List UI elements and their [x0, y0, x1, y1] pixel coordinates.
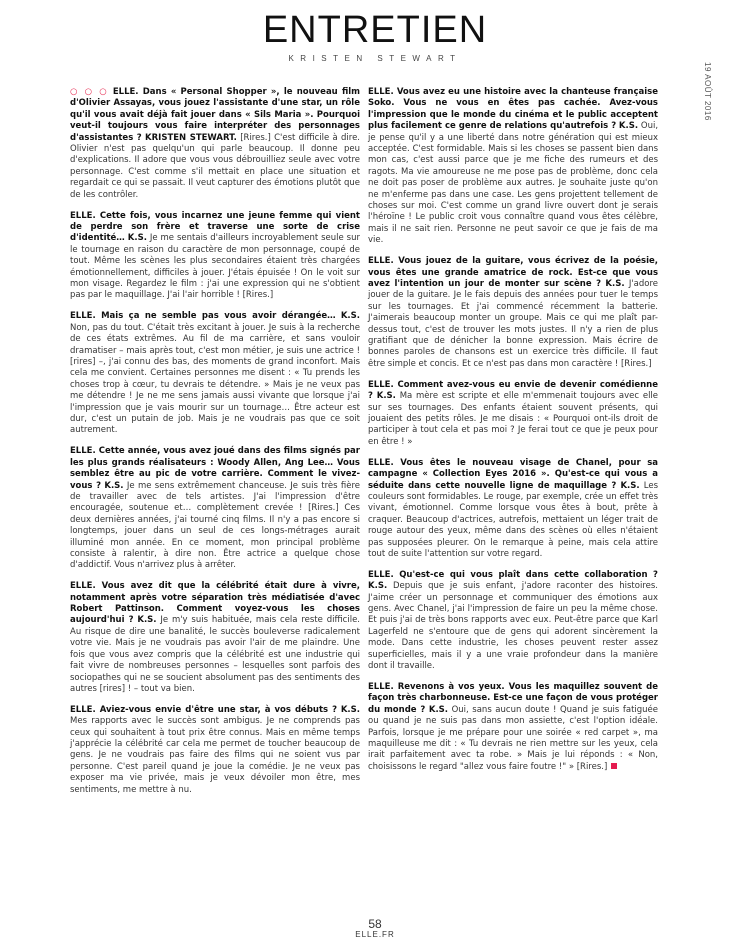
question: ELLE. Comment avez-vous eu envie de devenir comédienne ?: [368, 379, 658, 402]
speaker-label: K.S.: [368, 581, 388, 592]
left-column: [70, 87, 360, 806]
ornament-circles: ○ ○ ○: [70, 87, 109, 97]
qa-block: [368, 87, 658, 247]
answer: Je me sentais d'ailleurs incroyablement seule sur le tournage en raison du caractère de mon personnage, coupé de tout. Même les scènes les plus secondaires étaient très chargées émotionnellement, difficiles à jouer. J'étais épuisée ! On le voit sur mon visage. Regardez le film : j'ai une expression qui ne s'obtient pas par le maquillage. J'ai l'air horrible ! [Rires.]: [70, 233, 360, 301]
answer: Je m'y suis habituée, mais cela reste difficile. Au risque de dire une banalité, le succès bouleverse radicalement votre vie. Mais je ne voudrais pas avoir l'air de me plaindre. Une fois que vous avez compris que la célébrité est une industrie qui fait vivre de nombreuses personnes – lesquelles sont parfois des sociopathes qui ne se soucient absolument pas des sentiments des autres [rires] ! – tout va bien.: [70, 615, 361, 694]
qa-block: [368, 458, 658, 561]
issue-date: 19 AOÛT 2016: [703, 62, 712, 121]
qa-block: [70, 211, 360, 302]
page-title: ENTRETIEN: [262, 9, 488, 51]
question: ELLE. Vous avez dit que la célébrité était dure à vivre, notamment après votre séparation très médiatisée d'avec Robert Pattinson. Comment voyez-vous les choses aujourd'hui ?: [70, 581, 360, 626]
question: ELLE. Aviez-vous envie d'être une star, à vos débuts ?: [70, 704, 338, 715]
qa-block: [368, 256, 658, 370]
question: ELLE. Cette fois, vous incarnez une jeune femme qui vient de perdre son frère et traverse une sorte de crise d'identité…: [70, 210, 360, 244]
question: ELLE. Revenons à vos yeux. Vous les maquillez souvent de façon très charbonneuse. Est-ce une façon de vous protéger du monde ?: [368, 682, 658, 715]
speaker-label: KRISTEN STEWART.: [145, 132, 237, 143]
answer: Oui, je pense qu'il y a une liberté dans notre génération qui est mieux acceptée. C'est formidable. Mais si les choses se passent bien dans mon cas, c'est aussi parce que je me fiche des rumeurs et des ragots. Ma vie amoureuse ne me pose pas de problème, donc cela ne doit pas poser de problème aux autres. Je souhaite juste qu'on ne m'enferme pas dans une case. Les gens projettent tellement de choses sur moi. C'est comme un grand livre ouvert dont je serais l'héroïne ! Le public croit vous connaître quand vous êtes célèbre, mais il ne sait rien. Personne ne peut savoir ce que je fais de ma vie.: [368, 121, 659, 246]
qa-block: [368, 682, 658, 773]
question: ELLE. Dans « Personal Shopper », le nouveau film d'Olivier Assayas, vous jouez l'assistante d'une star, un rôle qu'il vous avait déjà fait jouer dans « Sils Maria ». Pourquoi veut-il toujours vous faire interpréter des personnages d'assistantes ?: [70, 87, 361, 143]
page-number: 58: [368, 917, 382, 931]
answer: Mes rapports avec le succès sont ambigus. Je ne comprends pas ceux qui souhaitent à tout prix être connus. Mais en même temps j'apprécie la célébrité car cela me permet de toucher beaucoup de gens. Je ne voudrais pas faire des films qui ne soient vus par personne. C'est pareil quand je joue la comédie. Je ne veux pas exposer ma vie privée, mais je veux dévoiler mon être, mes sentiments, me mettre à nu.: [70, 716, 360, 795]
answer: Je me sens extrêmement chanceuse. Je suis très fière de travailler avec de tels artistes. J'ai l'impression d'être encouragée, soutenue et… complètement crevée ! [Rires.] Ces deux dernières années, j'ai tourné cinq films. Il n'y a pas encore si longtemps, jouer dans un seul de ces longs-métrages aurait illuminé mon année. En ce moment, mon principal problème consiste à ralentir, à dire non. Être actrice a quelque chose d'addictif. Vous n'arrivez plus à arrêter.: [70, 480, 361, 571]
brand-logo: ELLE.FR: [355, 930, 395, 939]
right-column: [368, 87, 658, 783]
qa-block: [368, 570, 658, 673]
qa-block: [70, 446, 360, 571]
question: ELLE. Vous êtes le nouveau visage de Chanel, pour sa campagne « Collection Eyes 2016 ». Qu'est-ce qui vous a séduite dans cette nouvelle ligne de maquillage ?: [368, 457, 658, 491]
qa-block: [368, 380, 658, 448]
answer: [Rires.] C'est difficile à dire. Olivier n'est pas quelqu'un qui parle beaucoup. Il donne peu d'explications. Il adore que vous vous débrouilliez seule avec votre personnage. C'est comme s'il mettait en place une situation et regardait ce qui se passait. Il veut capturer des émotions plutôt que de les contrôler.: [70, 132, 361, 200]
answer: J'adore jouer de la guitare. Je le fais depuis des années pour tuer le temps sur les tournages. Et j'ai commencé récemment la batterie. J'aimerais beaucoup monter un groupe. Mais ce qui me plaît par-dessus tout, c'est de trouver les mots justes. Il n'y a rien de plus gratifiant que de dénicher la bonne expression. Mais écrire de bonnes paroles de chansons est un exercice très difficile. Il faut être simple et concis. Et ce n'est pas dans mon caractère ! [Rires.]: [368, 279, 659, 369]
answer: Depuis que je suis enfant, j'adore raconter des histoires. J'aime créer un personnage et communiquer des émotions aux gens. Avec Chanel, j'ai l'impression de faire un peu la même chose. Et puis j'ai de très bons rapports avec eux. Peut-être parce que Karl Lagerfeld ne s'entoure que de gens qui adorent sincèrement la mode. Dans cette industrie, les choses peuvent rester assez superficielles, mais il y a une vraie profondeur dans la manière dont il travaille.: [368, 581, 658, 672]
speaker-label: K.S.: [137, 615, 157, 626]
answer: Ma mère est scripte et elle m'emmenait toujours avec elle sur ses tournages. Des enfants étaient souvent présents, qui jouaient des petits rôles. Je me disais : « Pourquoi ont-ils droit de participer à tout cela et pas moi ? Je ferai tout ce que je peux pour en être ! »: [368, 391, 659, 447]
speaker-label: K.S.: [376, 391, 396, 402]
speaker-label: K.S.: [104, 480, 124, 491]
question: ELLE. Vous jouez de la guitare, vous écrivez de la poésie, vous êtes une grande amatrice de rock. Est-ce que vous avez l'intention un jour de monter sur scène ?: [368, 256, 658, 289]
speaker-label: K.S.: [428, 704, 449, 715]
speaker-label: K.S.: [127, 233, 147, 244]
answer: Oui, sans aucun doute ! Quand je suis fatiguée ou quand je ne suis pas dans mon assiette, c'est l'option idéale. Parfois, lorsque je me prépare pour une soirée « red carpet », ma maquilleuse me dit : « Tu devrais ne rien mettre sur les yeux, cela irait parfaitement avec ta robe. » Mais je lui réponds : « Non, choisissons le regard "allez vous faire foutre !" » [Rires.]: [368, 704, 659, 772]
page-footer: [0, 918, 750, 939]
question: ELLE. Mais ça ne semble pas vous avoir dérangée…: [70, 311, 336, 322]
qa-block: [70, 581, 360, 695]
page-subtitle: KRISTEN STEWART: [288, 54, 462, 63]
question: ELLE. Qu'est-ce qui vous plaît dans cette collaboration ?: [368, 569, 658, 580]
answer: Les couleurs sont formidables. Le rouge, par exemple, crée un effet très vivant, émotionnel. Comme lorsque vous êtes à bout, prête à craquer. Beaucoup d'actrices, autrefois, mettaient un léger trait de rouge autour des yeux, même dans des scènes où elles n'étaient pas supposées pleurer. On le remarque à peine, mais cela attire tout de suite l'attention sur votre regard.: [368, 480, 659, 559]
question: ELLE. Vous avez eu une histoire avec la chanteuse française Soko. Vous ne vous en êtes pas cachée. Avez-vous l'impression que le monde du cinéma et le public acceptent plus facilement ce genre de relations qu'autrefois ?: [368, 87, 658, 132]
speaker-label: K.S.: [340, 704, 361, 715]
speaker-label: K.S.: [605, 279, 625, 289]
answer: Non, pas du tout. C'était très excitant à jouer. Je suis à la recherche de ces états extrêmes. Au fil de ma carrière, et sans vouloir dramatiser – mais après tout, c'est mon métier, je suis une actrice ! [rires] –, j'ai connu des bas, des moments de grand inconfort. Mais cela me convient. Certaines personnes me disent : « Tu prends les choses trop à cœur, tu devrais te détendre. » Mais je ne veux pas me détendre ! Je ne me sens jamais aussi vivante que lorsque j'ai l'impression que je vais mourir sur un tournage… Être acteur est dur, c'est un putain de job. Mais je ne voudrais pas que ce soit autrement.: [70, 322, 360, 436]
speaker-label: K.S.: [340, 311, 360, 322]
qa-block: [70, 311, 360, 436]
header: [0, 10, 750, 63]
qa-block: [70, 87, 360, 201]
end-of-article-square-icon: [611, 763, 617, 769]
question: ELLE. Cette année, vous avez joué dans des films signés par les plus grands réalisateurs : Woody Allen, Ang Lee… Vous semblez être au pic de votre carrière. Comment le vivez-vous ?: [70, 446, 360, 491]
speaker-label: K.S.: [620, 480, 640, 491]
speaker-label: K.S.: [618, 121, 639, 132]
qa-block: [70, 705, 360, 796]
